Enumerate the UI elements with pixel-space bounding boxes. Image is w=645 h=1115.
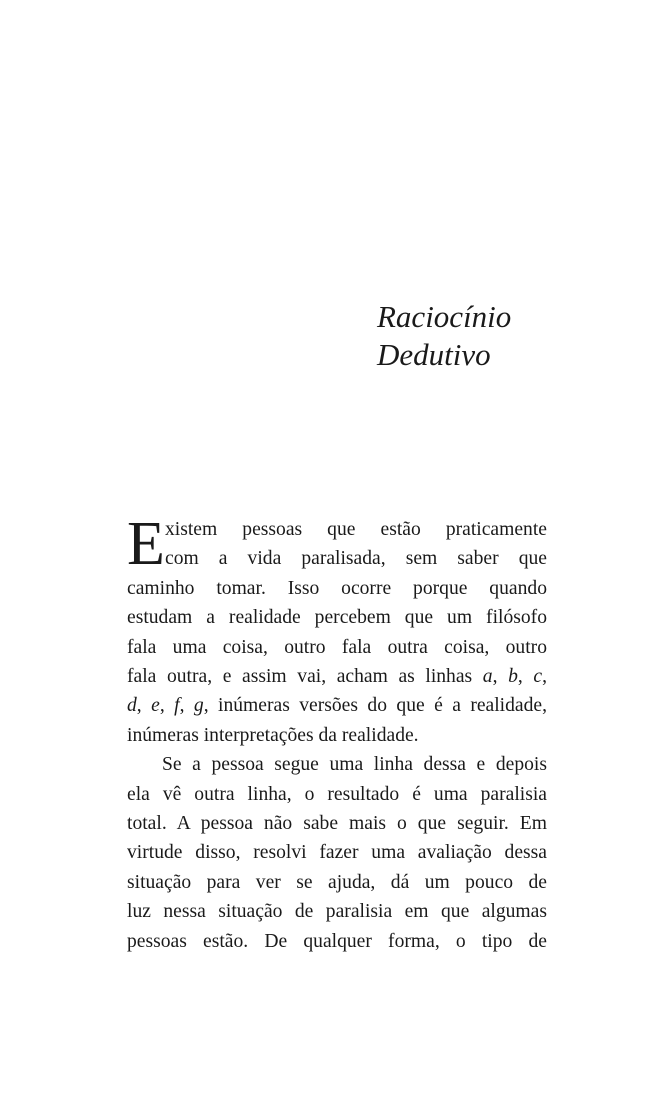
text-fragment: , <box>492 666 509 688</box>
text-line: fala uma coisa, outro fala outra coisa, outro <box>127 636 547 658</box>
line-letter-c: c <box>533 666 543 688</box>
paragraph-2 <box>127 750 547 956</box>
text-fragment: fala outra, e assim vai, acham as linhas <box>127 666 483 688</box>
paragraph-1 <box>127 510 548 750</box>
text-line: Se a pessoa segue uma linha dessa e depois <box>162 754 547 776</box>
text-line: situação para ver se ajuda, dá um pouco de <box>127 871 547 893</box>
line-letter-g: g <box>193 695 204 717</box>
text-line: caminho tomar. Isso ocorre porque quando <box>127 577 547 599</box>
line-letter-b: b <box>508 666 518 688</box>
text-fragment: , inúmeras versões do que é a realidade, <box>203 695 548 717</box>
text-fragment: , <box>179 695 194 717</box>
text-line: inúmeras interpretações da realidade. <box>127 724 419 746</box>
text-fragment: , <box>517 666 534 688</box>
text-line: com a vida paralisada, sem saber que <box>165 548 547 570</box>
text-line: virtude disso, resolvi fazer uma avaliação dessa <box>127 842 547 864</box>
line-letter-d: d <box>127 695 137 717</box>
drop-cap: E <box>127 510 165 578</box>
chapter-title-line-1: Raciocínio <box>377 299 512 334</box>
text-line: total. A pessoa não sabe mais o que seguir. Em <box>127 813 547 835</box>
body-text <box>127 510 548 956</box>
text-line: pessoas estão. De qualquer forma, o tipo de <box>127 930 547 952</box>
chapter-title <box>377 298 511 374</box>
text-line <box>127 691 547 720</box>
line-letter-e: e <box>151 695 160 717</box>
text-fragment: , <box>542 666 548 688</box>
line-letter-a: a <box>482 666 493 688</box>
line-letter-f: f <box>174 695 180 717</box>
chapter-title-line-2: Dedutivo <box>377 337 491 372</box>
text-fragment: , <box>136 695 152 717</box>
text-line: xistem pessoas que estão praticamente <box>165 519 547 540</box>
text-line: ela vê outra linha, o resultado é uma paralisia <box>127 783 547 805</box>
text-line: estudam a realidade percebem que um filósofo <box>127 607 547 629</box>
text-line: luz nessa situação de paralisia em que algumas <box>127 901 547 923</box>
text-line <box>127 662 547 691</box>
text-fragment: , <box>159 695 175 717</box>
